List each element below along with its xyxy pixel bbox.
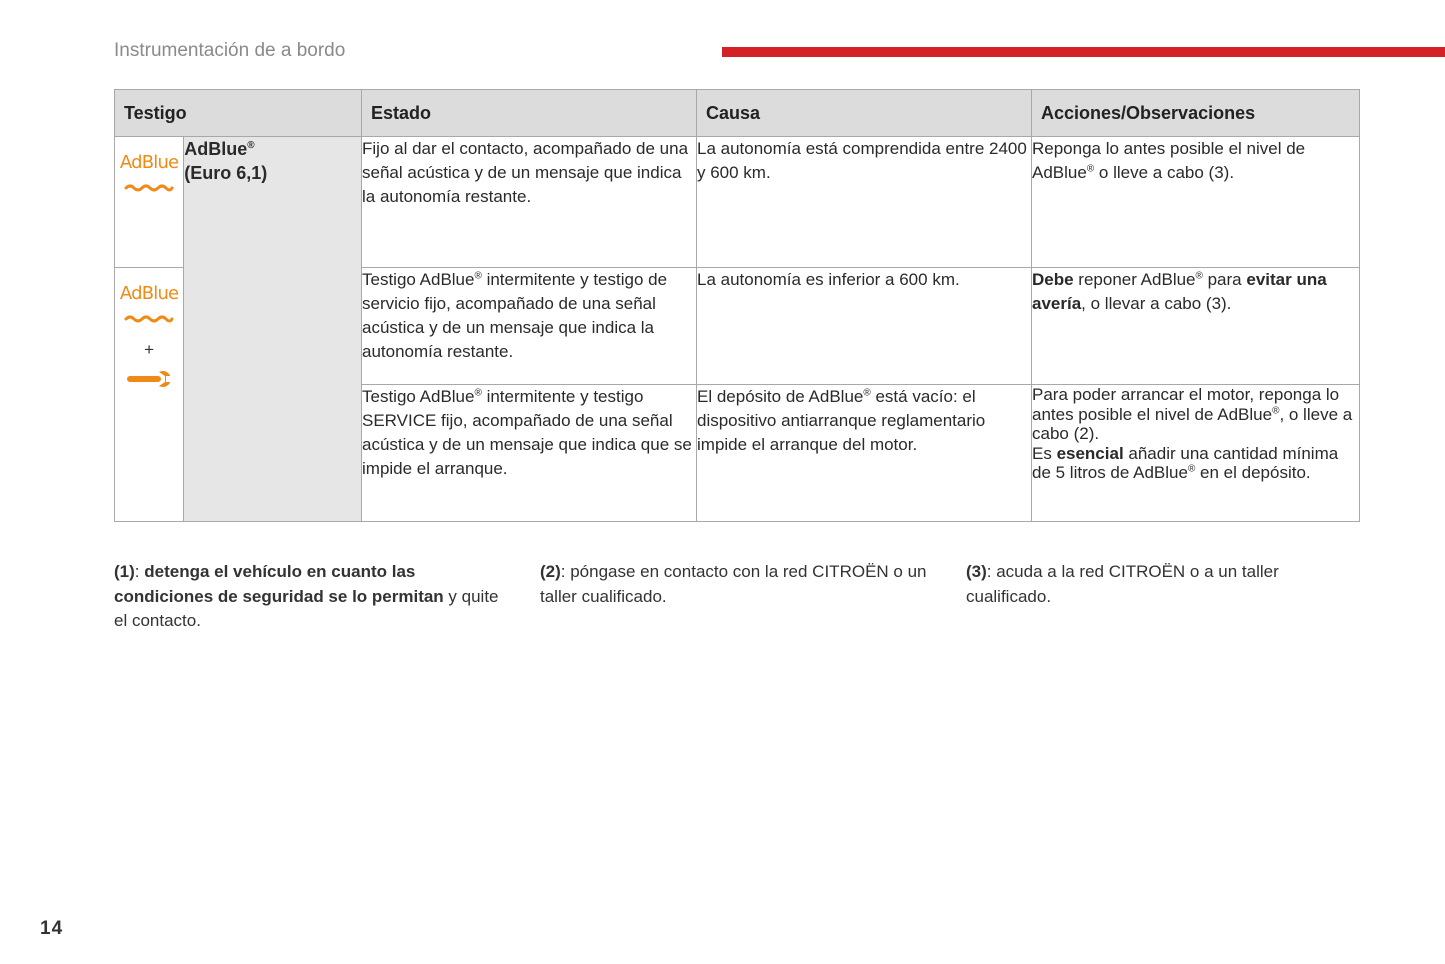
adblue-wave-icon [124,315,174,323]
indicator-name-cell: AdBlue® (Euro 6,1) [184,137,362,522]
table-header-row [115,90,1360,137]
indicator-name: AdBlue [184,139,248,159]
acciones-cell: Reponga lo antes posible el nivel de AdBlue® o lleve a cabo (3). [1032,137,1360,268]
acciones-cell: Debe reponer AdBlue® para evitar una avería, o llevar a cabo (3). [1032,268,1360,385]
footnote-3: (3): acuda a la red CITROËN o a un taller cualificado. [966,562,1279,606]
indicator-icon-cell [115,137,184,268]
indicator-icon-cell [115,268,184,522]
footnote-1: (1): detenga el vehículo en cuanto las condiciones de seguridad se lo permitan y quite el contacto. [114,562,499,630]
causa-cell: La autonomía es inferior a 600 km. [697,268,1032,385]
column-header-causa: Causa [697,90,1032,137]
estado-cell: Testigo AdBlue® intermitente y testigo SERVICE fijo, acompañado de una señal acústica y de un mensaje que indica que se impide el arranque. [362,385,697,522]
page-number: 14 [40,918,64,939]
header-accent-bar [722,47,1445,57]
table-row [115,137,1360,268]
estado-cell: Fijo al dar el contacto, acompañado de una señal acústica y de un mensaje que indica la autonomía restante. [362,137,697,268]
section-title: Instrumentación de a bordo [114,40,346,61]
acciones-cell: Para poder arrancar el motor, reponga lo antes posible el nivel de AdBlue®, o lleve a cabo (2). Es esencial añadir una cantidad mínima de 5 litros de AdBlue® en el depósito. [1032,385,1360,522]
plus-sign: + [144,340,155,359]
indicator-subtitle: (Euro 6,1) [184,163,268,183]
column-header-testigo: Testigo [115,90,362,137]
column-header-estado: Estado [362,90,697,137]
adblue-icon: AdBlue [120,151,178,199]
adblue-icon: AdBlue [120,282,178,330]
adblue-wave-icon [124,184,174,192]
warning-lights-table [114,89,1360,522]
causa-cell: El depósito de AdBlue® está vacío: el dispositivo antiarranque reglamentario impide el arranque del motor. [697,385,1032,522]
column-header-acciones: Acciones/Observaciones [1032,90,1360,137]
estado-cell: Testigo AdBlue® intermitente y testigo de servicio fijo, acompañado de una señal acústica y de un mensaje que indica la autonomía restante. [362,268,697,385]
footnote-2: (2): póngase en contacto con la red CITROËN o un taller cualificado. [540,562,927,606]
wrench-icon [125,368,173,390]
causa-cell: La autonomía está comprendida entre 2400 y 600 km. [697,137,1032,268]
